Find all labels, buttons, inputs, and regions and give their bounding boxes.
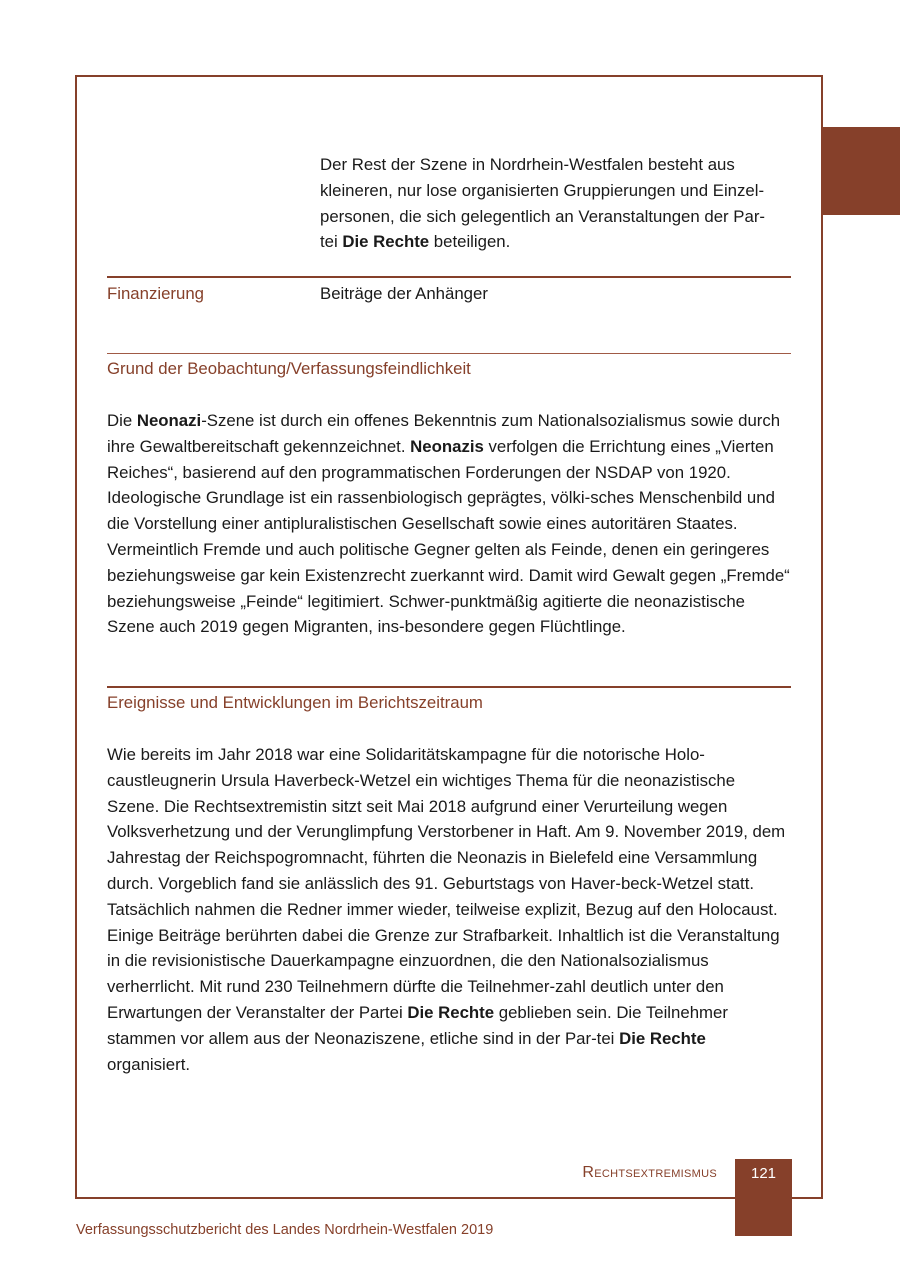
- divider: [107, 686, 791, 688]
- chapter-tab-marker: [823, 127, 900, 215]
- bold-term: Die Rechte: [407, 1002, 495, 1022]
- divider: [107, 353, 791, 354]
- section-heading: Grund der Beobachtung/Verfassungsfeindlichkeit: [107, 359, 471, 378]
- intro-line-3: personen, die sich gelegentlich an Veranstaltungen der Par-: [320, 206, 765, 226]
- text-run: geblieben sein. Die Teilnehmer stammen vor allem aus der Neonaziszene, etliche sind in der Par-tei: [107, 1002, 728, 1048]
- divider: [107, 276, 791, 278]
- publisher-line: Verfassungsschutzbericht des Landes Nordrhein-Westfalen 2019: [76, 1222, 494, 1238]
- text-run: Wie bereits im Jahr 2018 war eine Solidaritätskampagne für die notorische Holo-caustleugnerin Ursula Haverbeck-Wetzel ein wichtiges Thema für die neonazistische Szene. Die Rechtsextremistin sitzt seit Mai 2018 aufgrund einer Verurteilung wegen Volksverhetzung und der Verunglimpfung Verstorbener in Haft. Am 9. November 2019, dem Jahrestag der Reichspogromnacht, führten die Neonazis in Bielefeld eine Versammlung durch. Vorgeblich fand sie anlässlich des 91. Geburtstags von Haver-beck-Wetzel statt. Tatsächlich nahmen die Redner immer wieder, teilweise explizit, Bezug auf den Holocaust. Einige Beiträge berührten dabei die Grenze zur Strafbarkeit. Inhaltlich ist die Veranstaltung in die revisionistische Dauerkampagne einzuordnen, die den Nationalsozialismus verherrlicht. Mit rund 230 Teilnehmern dürfte die Teilnehmer-zahl deutlich unter den Erwartungen der Veranstalter der Partei: [107, 745, 786, 1022]
- bold-term: Neonazi: [136, 411, 202, 430]
- text-run: -Szene ist durch ein offenes Bekenntnis zum Nationalsozialismus sowie durch ihre Gewaltbereitschaft gekennzeichnet.: [107, 411, 781, 456]
- intro-line-4c: beteiligen.: [429, 232, 511, 252]
- bold-term: Die Rechte: [619, 1028, 706, 1048]
- financing-label: Finanzierung: [107, 284, 205, 303]
- intro-line-4a: tei: [320, 232, 343, 252]
- page-number-box: [735, 1159, 792, 1236]
- running-footer-section: Rechtsextremismus: [582, 1164, 717, 1181]
- text-run: Die: [107, 411, 137, 430]
- section-heading: Ereignisse und Entwicklungen im Berichtszeitraum: [107, 693, 483, 712]
- text-run: verfolgen die Errichtung eines „Vierten Reiches“, basierend auf den programmatischen Forderungen der NSDAP von 1920. Ideologische Grundlage ist ein rassenbiologisch geprägtes, völki-sches Menschenbild und die Vorstellung einer antipluralistischen Gesellschaft sowie eines autoritären Staates. Vermeintlich Fremde und auch politische Gegner gelten als Feinde, denen ein geringeres beziehungsweise gar kein Existenzrecht zuerkannt wird. Damit wird Gewalt gegen „Fremde“ beziehungsweise „Feinde“ legitimiert. Schwer-punktmäßig agitierte die neonazistische Szene auch 2019 gegen Migranten, ins-besondere gegen Flüchtlinge.: [107, 436, 790, 637]
- body-paragraph: [107, 408, 791, 640]
- section-body-events: [107, 742, 791, 1077]
- intro-line-1: Der Rest der Szene in Nordrhein-Westfalen besteht aus: [320, 155, 735, 174]
- bold-term: Neonazis: [410, 436, 484, 456]
- page-number: 121: [750, 1165, 777, 1182]
- intro-paragraph: [320, 152, 791, 255]
- text-run: organisiert.: [107, 1054, 191, 1074]
- section-body-observation: [107, 408, 791, 640]
- party-name: Die Rechte: [342, 232, 430, 252]
- intro-line-2: kleineren, nur lose organisierten Gruppierungen und Einzel-: [320, 180, 765, 200]
- financing-value: Beiträge der Anhänger: [320, 284, 488, 303]
- body-paragraph: [107, 742, 791, 1077]
